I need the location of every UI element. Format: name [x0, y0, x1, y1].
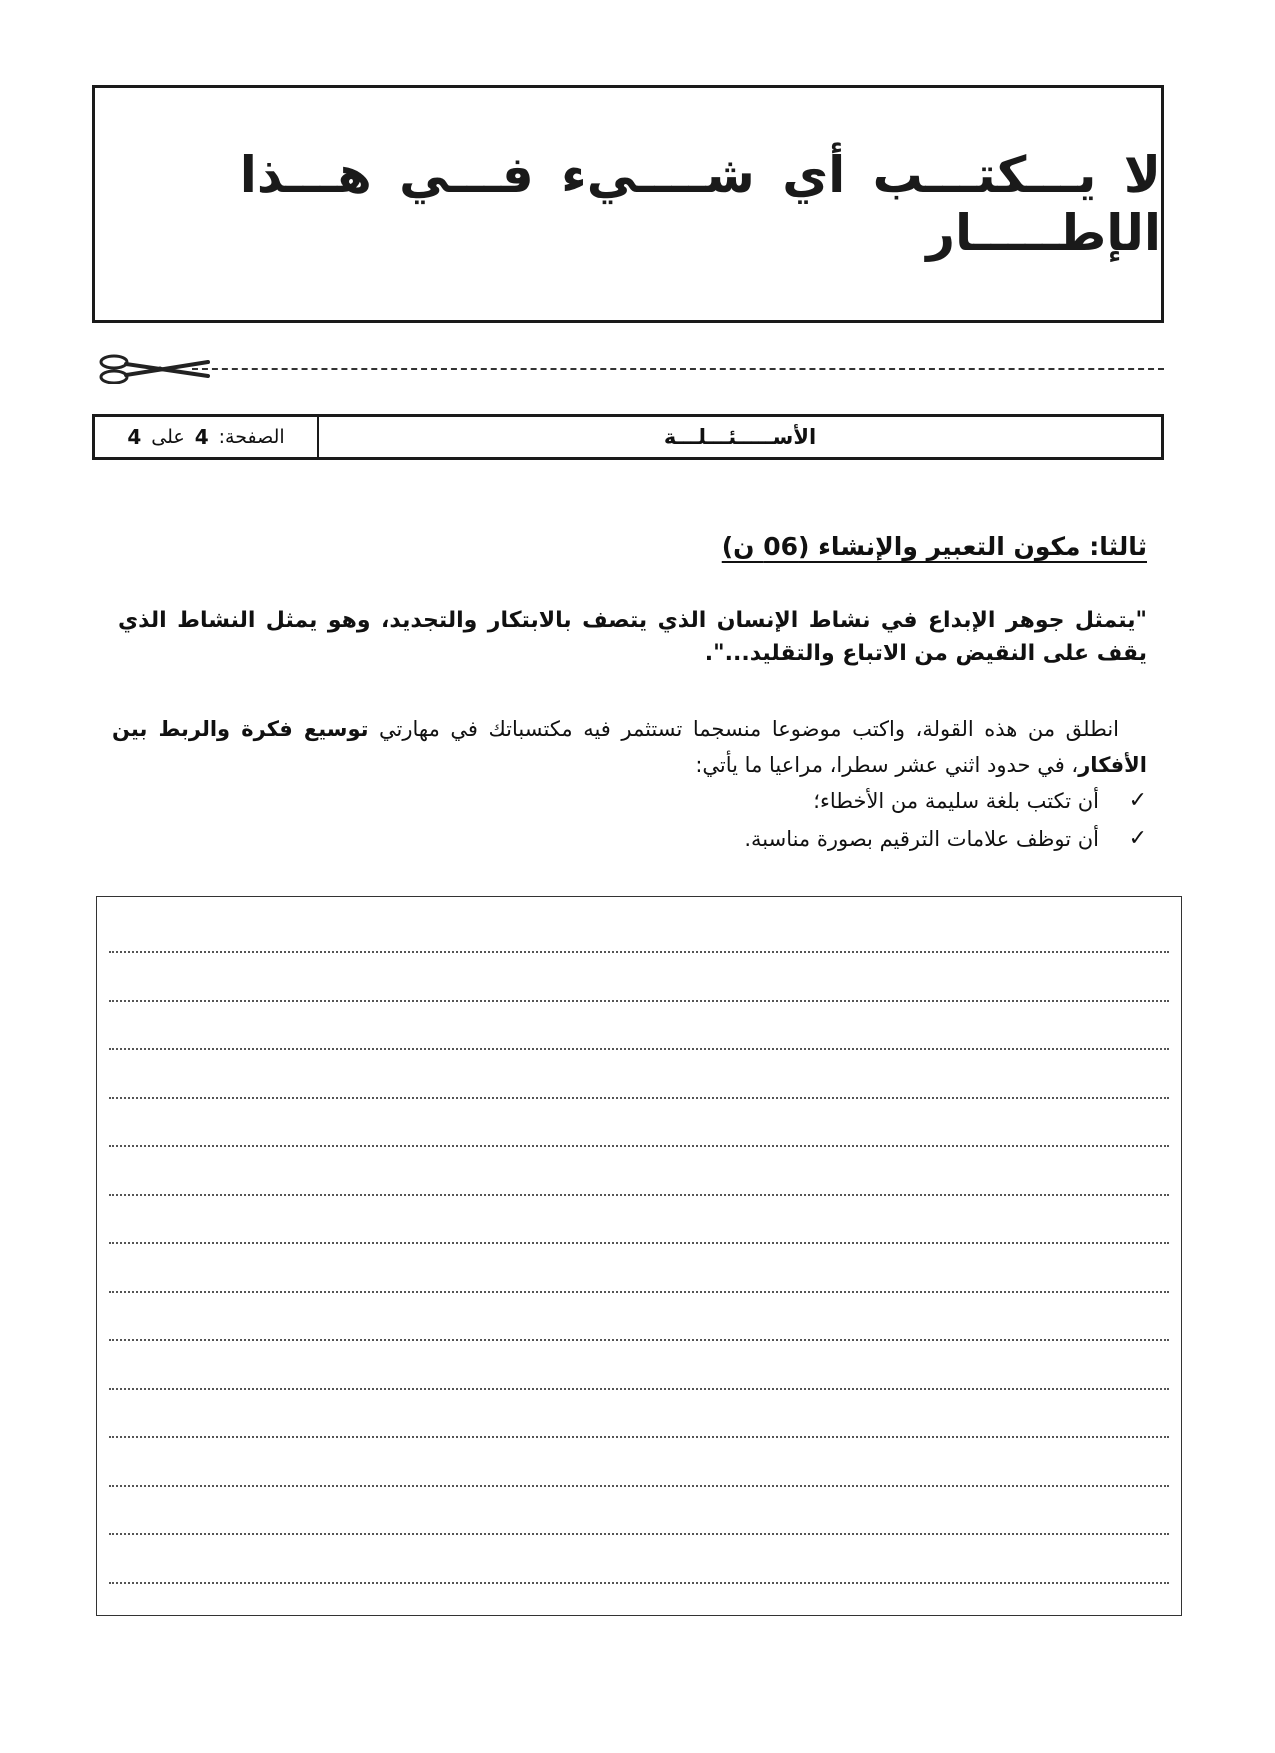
- requirements-list: [112, 782, 1147, 858]
- list-item-text: أن تكتب بلغة سليمة من الأخطاء؛: [813, 789, 1099, 813]
- writing-line[interactable]: [109, 1291, 1169, 1293]
- instruction-paragraph: [112, 711, 1147, 783]
- writing-line[interactable]: [109, 1145, 1169, 1147]
- page-label: الصفحة:: [218, 426, 285, 448]
- writing-line[interactable]: [109, 1000, 1169, 1002]
- page-of-label: على: [151, 426, 185, 448]
- page-current: 4: [194, 425, 209, 449]
- writing-line[interactable]: [109, 1485, 1169, 1487]
- instruction-part1: انطلق من هذه القولة، واكتب موضوعا منسجما تستثمر فيه مكتسباتك في مهارتي: [368, 717, 1120, 741]
- writing-line[interactable]: [109, 1097, 1169, 1099]
- instruction-bold: توسيع فكرة والربط بين الأفكار: [112, 717, 1147, 777]
- cut-line: [96, 354, 1164, 384]
- writing-line[interactable]: [109, 1339, 1169, 1341]
- instruction-part2: ، في حدود اثني عشر سطرا، مراعيا ما يأتي:: [695, 753, 1079, 777]
- writing-line[interactable]: [109, 951, 1169, 953]
- list-item-text: أن توظف علامات الترقيم بصورة مناسبة.: [744, 827, 1099, 851]
- no-write-warning: لا يـــكتـــب أي شــــيء فـــي هـــذا الإطـــــار: [239, 146, 1161, 262]
- answer-area[interactable]: [96, 896, 1182, 1616]
- list-item: [112, 820, 1147, 858]
- section-title: ثالثا: مكون التعبير والإنشاء (06 ن): [721, 532, 1147, 561]
- writing-line[interactable]: [109, 1436, 1169, 1438]
- writing-line[interactable]: [109, 1194, 1169, 1196]
- writing-line[interactable]: [109, 1048, 1169, 1050]
- writing-line[interactable]: [109, 1388, 1169, 1390]
- page-number-cell: [95, 417, 319, 457]
- checkmark-icon: ✓: [1128, 826, 1147, 851]
- page-total: 4: [127, 425, 142, 449]
- no-write-frame: [92, 85, 1164, 323]
- quote-paragraph: "يتمثل جوهر الإبداع في نشاط الإنسان الذي يتصف بالابتكار والتجديد، وهو يمثل النشاط الذي يقف على النقيض من الاتباع والتقليد...".: [118, 608, 1147, 666]
- questions-label: الأســـــئـــلـــة: [663, 425, 817, 449]
- writing-line[interactable]: [109, 1242, 1169, 1244]
- writing-line[interactable]: [109, 1582, 1169, 1584]
- checkmark-icon: ✓: [1128, 788, 1147, 813]
- list-item: [112, 782, 1147, 820]
- cut-dashes: [192, 368, 1164, 370]
- writing-line[interactable]: [109, 1533, 1169, 1535]
- questions-header-bar: [92, 414, 1164, 460]
